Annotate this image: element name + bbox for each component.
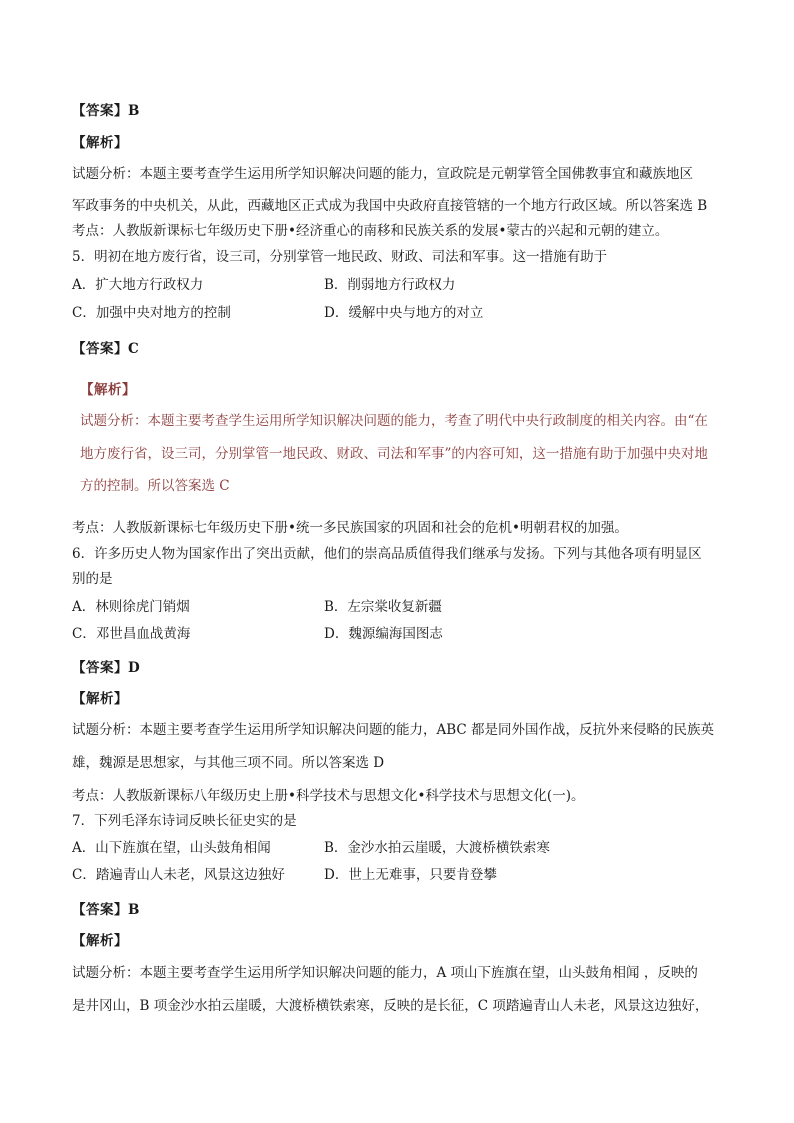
q5-question: 5．明初在地方废行省，设三司，分别掌管一地民政、财政、司法和军事。这一措施有助于	[72, 249, 608, 265]
q6-option-d: D．魏源编海国图志	[324, 626, 443, 642]
q5-option-b: B．削弱地方行政权力	[324, 277, 456, 293]
q7-option-b: B．金沙水拍云崖暖，大渡桥横铁索寒	[324, 840, 550, 856]
q6-option-a: A．林则徐虎门销烟	[72, 599, 190, 615]
q6-question-line-1: 6．许多历史人物为国家作出了突出贡献，他们的崇高品质值得我们继承与发扬。下列与其他各项有明显区	[72, 546, 702, 562]
q5-analysis-line-1: 试题分析：本题主要考查学生运用所学知识解决问题的能力，考查了明代中央行政制度的相关内容。由“在	[80, 413, 708, 429]
q7-option-a: A．山下旌旗在望，山头鼓角相闻	[72, 840, 271, 856]
q6-analysis-line-2: 雄，魏源是思想家，与其他三项不同。所以答案选 D	[72, 755, 385, 771]
q6-analysis-label: 【解析】	[72, 691, 128, 707]
q4-kaodian: 考点：人教版新课标七年级历史下册•经济重心的南移和民族关系的发展•蒙古的兴起和元朝的建立。	[72, 223, 669, 239]
q6-answer-label: 【答案】D	[72, 660, 141, 676]
q6-option-b: B．左宗棠收复新疆	[324, 599, 442, 615]
q7-analysis-label: 【解析】	[72, 933, 128, 949]
q6-analysis-line-1: 试题分析：本题主要考查学生运用所学知识解决问题的能力，ABC 都是同外国作战，反抗外来侵略的民族英	[72, 722, 715, 738]
q5-analysis-line-2: 地方废行省，设三司，分别掌管一地民政、财政、司法和军事”的内容可知，这一措施有助于加强中央对地	[80, 446, 708, 462]
q7-option-c: C．踏遍青山人未老，风景这边独好	[72, 867, 285, 883]
q7-question: 7．下列毛泽东诗词反映长征史实的是	[72, 813, 297, 829]
q5-kaodian: 考点：人教版新课标七年级历史下册•统一多民族国家的巩固和社会的危机•明朝君权的加强。	[72, 520, 628, 536]
q4-answer-label: 【答案】B	[72, 103, 140, 119]
q6-question-line-2: 别的是	[72, 571, 113, 587]
q5-option-a: A．扩大地方行政权力	[72, 277, 204, 293]
q7-answer-label: 【答案】B	[72, 902, 140, 918]
q7-analysis-line-1: 试题分析：本题主要考查学生运用所学知识解决问题的能力，A 项山下旌旗在望，山头鼓角相闻 ，反映的	[72, 965, 698, 981]
q5-analysis-label: 【解析】	[80, 382, 136, 398]
q5-option-c: C．加强中央对地方的控制	[72, 305, 231, 321]
q4-analysis-label: 【解析】	[72, 135, 128, 151]
q5-answer-label: 【答案】C	[72, 341, 140, 357]
q5-analysis-line-3: 方的控制。所以答案选 C	[80, 478, 230, 494]
q7-option-d: D．世上无难事，只要肯登攀	[324, 867, 497, 883]
q4-analysis-line-2: 军政事务的中央机关，从此，西藏地区正式成为我国中央政府直接管辖的一个地方行政区域。所以答案选 B	[72, 198, 708, 214]
q4-analysis-line-1: 试题分析：本题主要考查学生运用所学知识解决问题的能力，宣政院是元朝掌管全国佛教事宜和藏族地区	[72, 166, 693, 182]
q5-option-d: D．缓解中央与地方的对立	[324, 305, 484, 321]
q7-analysis-line-2: 是井冈山，B 项金沙水拍云崖暖，大渡桥横铁索寒，反映的是长征，C 项踏遍青山人未老，风景这边独好，	[72, 998, 709, 1014]
q6-kaodian: 考点：人教版新课标八年级历史上册•科学技术与思想文化•科学技术与思想文化(一)。	[72, 788, 585, 804]
q6-option-c: C．邓世昌血战黄海	[72, 626, 191, 642]
